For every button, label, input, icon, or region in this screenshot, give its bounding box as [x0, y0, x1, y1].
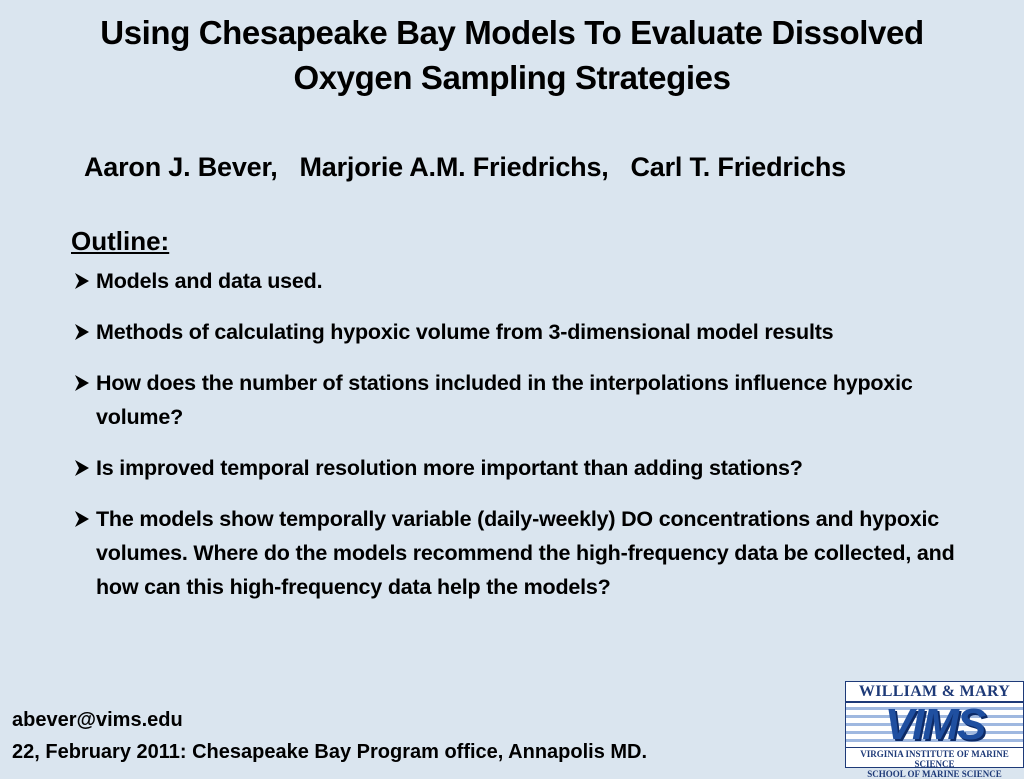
arrow-bullet-icon: [73, 366, 96, 400]
logo-top-text: WILLIAM & MARY: [846, 682, 1023, 703]
arrow-bullet-icon: [73, 264, 96, 298]
logo-vims-text: VIMS: [884, 700, 985, 749]
footer-event: 22, February 2011: Chesapeake Bay Program office, Annapolis MD.: [12, 741, 648, 763]
outline-item: [73, 264, 998, 298]
outline-item: [73, 366, 998, 434]
outline-list: [73, 264, 998, 621]
outline-item: [73, 451, 998, 485]
outline-item: [73, 315, 998, 349]
outline-item-text: How does the number of stations included in the interpolations influence hypoxic volume?: [96, 371, 913, 429]
footer: [12, 704, 647, 768]
vims-logo: [845, 681, 1024, 779]
outline-item: [73, 502, 998, 604]
footer-email[interactable]: abever@vims.edu: [12, 709, 183, 731]
outline-item-text: Models and data used.: [96, 269, 323, 293]
title-line-2: Oxygen Sampling Strategies: [293, 59, 731, 96]
logo-mark: [846, 700, 1023, 749]
slide-title: [0, 10, 1024, 100]
outline-item-text: The models show temporally variable (daily-weekly) DO concentrations and hypoxic volumes. Where do the models recommend the high-frequency data be collected, and how can this high-frequency data help the models?: [96, 507, 955, 599]
outline-item-text: Is improved temporal resolution more important than adding stations?: [96, 456, 803, 480]
logo-line-1: VIRGINIA INSTITUTE OF MARINE SCIENCE: [860, 749, 1009, 769]
authors: Aaron J. Bever, Marjorie A.M. Friedrichs, Carl T. Friedrichs: [84, 152, 846, 182]
outline-item-text: Methods of calculating hypoxic volume from 3-dimensional model results: [96, 320, 834, 344]
arrow-bullet-icon: [73, 451, 96, 485]
title-line-1: Using Chesapeake Bay Models To Evaluate Dissolved: [100, 14, 924, 51]
arrow-bullet-icon: [73, 502, 96, 536]
logo-subtitle: [846, 747, 1023, 779]
arrow-bullet-icon: [73, 315, 96, 349]
logo-line-2: SCHOOL OF MARINE SCIENCE: [867, 769, 1002, 779]
outline-heading: Outline:: [71, 226, 170, 256]
